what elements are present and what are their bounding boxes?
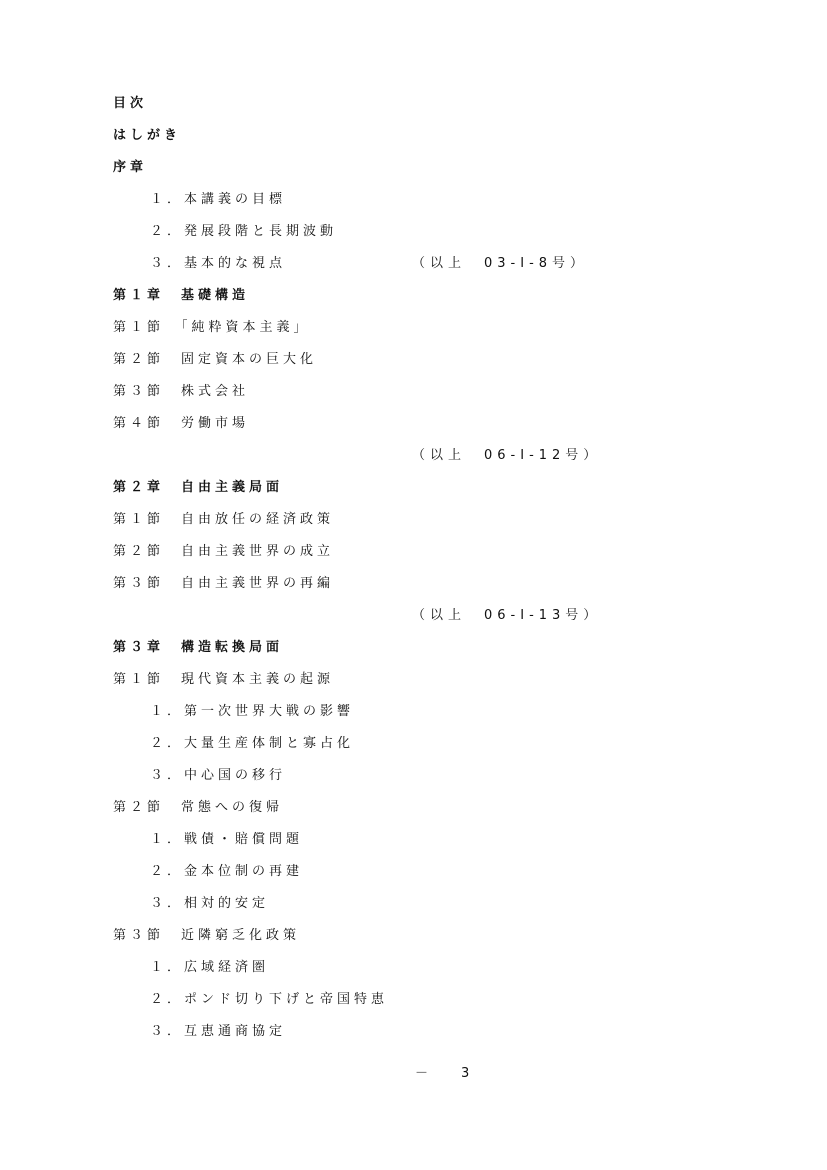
intro-item: ２．発展段階と長期波動 [150,224,338,239]
subsection-entry: １．戦債・賠償問題 [150,832,304,847]
subsection-entry: ３．相対的安定 [150,896,270,911]
subsection-entry: １．広域経済圏 [150,960,270,975]
section-entry: 第１節 自由放任の経済政策 [113,512,335,527]
section-entry: 第２節 固定資本の巨大化 [113,352,318,367]
section-entry: 第１節 「純粋資本主義」 [113,320,311,335]
section-entry: 第２節 自由主義世界の成立 [113,544,335,559]
subsection-entry: １．第一次世界大戦の影響 [150,704,355,719]
intro-item: １．本講義の目標 [150,192,287,207]
section-entry: 第１節 現代資本主義の起源 [113,672,335,687]
section-entry: 第３節 株式会社 [113,384,250,399]
source-note: （以上 06-I-13号） [412,608,602,623]
source-note: （以上 06-I-12号） [412,448,602,463]
intro-item: ３．基本的な視点 [150,256,287,271]
section-entry: 第３節 自由主義世界の再編 [113,576,335,591]
subsection-entry: ３．互恵通商協定 [150,1024,287,1039]
page-number: － 3 [415,1066,480,1081]
source-note: （以上 03-I-8号） [412,256,589,271]
chapter-title: 第２章 自由主義局面 [113,480,284,495]
section-entry: 第２節 常態への復帰 [113,800,284,815]
toc-heading: 目次 [113,96,148,111]
chapter-title: 第１章 基礎構造 [113,288,250,303]
preface-entry: はしがき [113,128,182,143]
subsection-entry: ２．ポンド切り下げと帝国特恵 [150,992,389,1007]
subsection-entry: ３．中心国の移行 [150,768,287,783]
subsection-entry: ２．金本位制の再建 [150,864,304,879]
subsection-entry: ２．大量生産体制と寡占化 [150,736,355,751]
section-entry: 第４節 労働市場 [113,416,250,431]
chapter-title: 第３章 構造転換局面 [113,640,284,655]
section-entry: 第３節 近隣窮乏化政策 [113,928,301,943]
intro-entry: 序章 [113,160,148,175]
